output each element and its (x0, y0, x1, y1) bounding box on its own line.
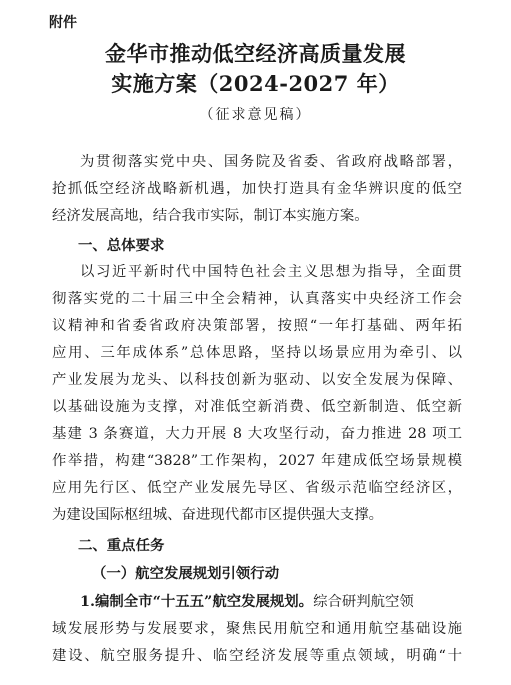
document-title-line-1: 金华市推动低空经济高质量发展 (105, 41, 406, 66)
section1-line-4: 应用、三年成体系”总体思路，坚持以场景应用为牵引、以 (52, 345, 462, 361)
section1-line-8: 作举措，构建“3828”工作架构，2027 年建成低空场景规模 (52, 453, 462, 469)
section1-line-3: 议精神和省委省政府决策部署，按照“一年打基础、两年拓 (52, 318, 462, 334)
section1-line-9: 应用先行区、低空产业发展先导区、省级示范临空经济区， (52, 480, 462, 496)
section1-line-2: 彻落实党的二十届三中全会精神，认真落实中央经济工作会 (52, 291, 462, 307)
section-heading-general-requirements: 一、总体要求 (78, 238, 165, 254)
section1-line-6: 以基础设施为支撑，对准低空新消费、低空新制造、低空新 (52, 399, 462, 415)
attachment-label: 附件 (49, 15, 77, 31)
item1-bold-title: 1.编制全市“十五五”航空发展规划。 (80, 593, 314, 610)
subsection-heading-aviation-planning: （一）航空发展规划引领行动 (92, 565, 280, 582)
section1-line-1: 以习近平新时代中国特色社会主义思想为指导，全面贯 (80, 264, 462, 280)
section1-line-7: 基建 3 条赛道，大力开展 8 大攻坚行动，奋力推进 28 项工 (52, 426, 462, 442)
section1-line-10: 为建设国际枢纽城、奋进现代都市区提供强大支撑。 (52, 507, 383, 523)
item1-line-3: 建设、航空服务提升、临空经济发展等重点领域，明确“十 (52, 648, 462, 664)
item1-line-2: 域发展形势与发展要求，聚焦民用航空和通用航空基础设施 (52, 621, 462, 637)
intro-line-1: 为贯彻落实党中央、国务院及省委、省政府战略部署， (80, 154, 462, 170)
item1-first-line-rest: 综合研判航空领 (313, 594, 414, 610)
intro-line-2: 抢抓低空经济战略新机遇，加快打造具有金华辨识度的低空 (52, 181, 462, 197)
item1-first-line (80, 590, 462, 617)
intro-line-3: 经济发展高地，结合我市实际，制订本实施方案。 (52, 208, 369, 224)
section-heading-key-tasks: 二、重点任务 (78, 538, 165, 554)
section1-line-5: 产业发展为龙头、以科技创新为驱动、以安全发展为保障、 (52, 372, 462, 388)
document-subtitle: （征求意见稿） (199, 107, 312, 123)
document-title-line-2: 实施方案（2024-2027 年） (111, 71, 400, 96)
